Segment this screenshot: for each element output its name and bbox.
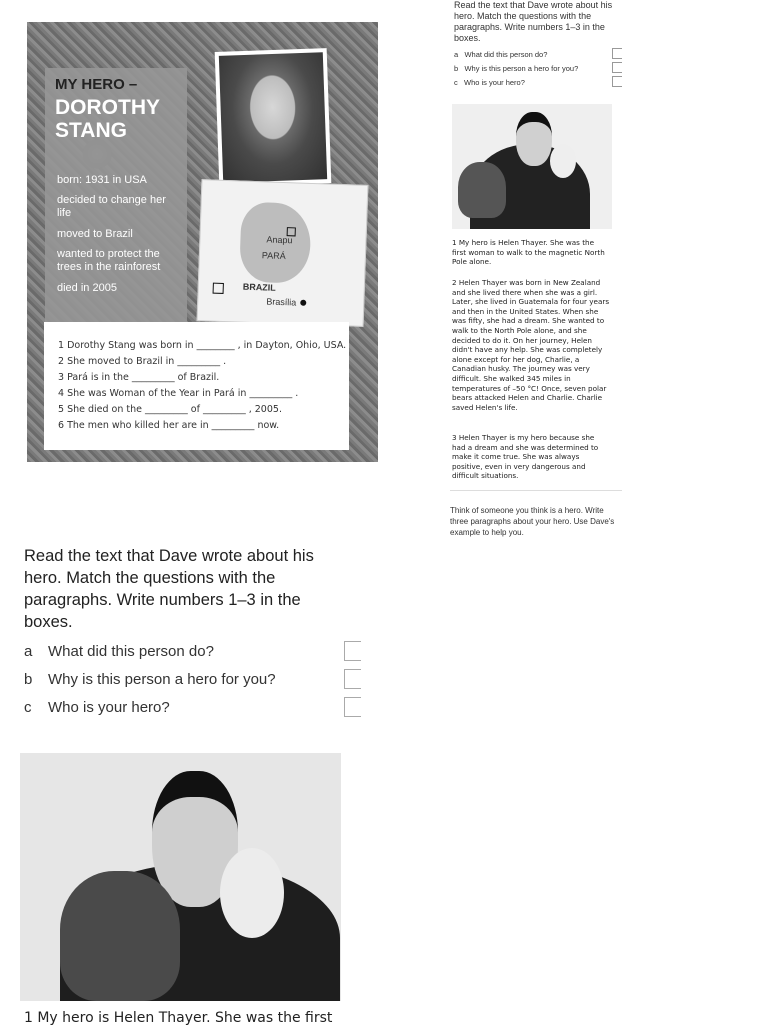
exercise-intro-large: Read the text that Dave wrote about his hero. Match the questions with the paragraphs. Write numbers 1–3 in the boxes.: [24, 547, 314, 631]
helen-thayer-photo-small: [452, 104, 612, 229]
map-label-brazil: BRAZIL: [242, 281, 276, 293]
question-letter: c: [24, 699, 32, 716]
face-shape: [516, 112, 552, 166]
divider: [450, 490, 622, 491]
poster-fact: died in 2005: [57, 282, 117, 294]
worksheet-question: 4 She was Woman of the Year in Pará in _________ .: [58, 388, 299, 399]
brazil-map: [197, 179, 369, 327]
answer-box-b-small[interactable]: [612, 62, 622, 73]
question-a-small: [454, 50, 614, 59]
worksheet-question: 6 The men who killed her are in _________ now.: [58, 420, 280, 431]
capital-dot-icon: [300, 300, 306, 306]
question-text: What did this person do?: [48, 643, 214, 660]
map-label-brasilia: Brasília: [266, 296, 297, 308]
dorothy-stang-poster: [27, 22, 378, 462]
question-c-large: [24, 699, 170, 716]
poster-fact: decided to change her life: [57, 194, 166, 219]
exercise-intro-small: Read the text that Dave wrote about his hero. Match the questions with the paragraphs. Write numbers 1–3 in the boxes.: [454, 0, 613, 43]
map-inset-icon: [213, 283, 224, 294]
question-letter: a: [454, 50, 459, 59]
worksheet-question: 5 She died on the _________ of _________ , 2005.: [58, 404, 282, 415]
map-label-anapu: Anapu: [266, 234, 293, 246]
poster-fact: wanted to protect the trees in the rainforest: [57, 248, 161, 273]
dog-shape: [458, 162, 506, 218]
answer-box-c-small[interactable]: [612, 76, 622, 87]
worksheet-question: 1 Dorothy Stang was born in ________ , in Dayton, Ohio, USA.: [58, 340, 347, 351]
question-c-small: [454, 78, 614, 87]
paragraph-1-large-cut: 1 My hero is Helen Thayer. She was the first: [24, 1010, 333, 1026]
answer-box-b-large[interactable]: [344, 669, 361, 689]
poster-heading-my-hero: MY HERO –: [55, 76, 138, 93]
question-b-large: [24, 671, 276, 688]
answer-box-a-large[interactable]: [344, 641, 361, 661]
dog-shape: [60, 871, 180, 1001]
map-label-para: PARÁ: [261, 250, 286, 262]
answer-box-c-large[interactable]: [344, 697, 361, 717]
poster-fact: moved to Brazil: [57, 228, 133, 240]
question-text: Who is your hero?: [464, 78, 525, 87]
paragraph-2-small: 2 Helen Thayer was born in New Zealand and she lived there when she was a girl. Later, she lived in Guatemala for four years and then in the United States. When she was fifty, she had a dream. She wanted to walk to the North Pole alone, and she decided to do it. On her journey, Helen didn't have any help. She was completely alone except for her dog, Charlie, a Canadian husky. The journey was very difficult. She walked 345 miles in temperatures of –50 °C! Once, seven polar bears attacked Helen and Charlie. Charlie saved Helen's life.: [452, 278, 610, 412]
worksheet-question: 2 She moved to Brazil in _________ .: [58, 356, 227, 367]
writing-task: Think of someone you think is a hero. Write three paragraphs about your hero. Use Dave's example to help you.: [450, 506, 615, 537]
question-letter: b: [454, 64, 459, 73]
question-letter: c: [454, 78, 458, 87]
helen-thayer-photo-large: [20, 753, 341, 1001]
question-letter: a: [24, 643, 33, 660]
worksheet-question: 3 Pará is in the _________ of Brazil.: [58, 372, 220, 383]
paragraph-3-small: 3 Helen Thayer is my hero because she had a dream and she was determined to make it come true. She was always positive, even in very dangerous and difficult situations.: [452, 433, 599, 481]
question-letter: b: [24, 671, 33, 688]
question-b-small: [454, 64, 614, 73]
fur-collar-shape: [220, 848, 284, 938]
question-text: Why is this person a hero for you?: [48, 671, 276, 688]
dorothy-stang-photo: [215, 48, 332, 187]
question-text: What did this person do?: [464, 50, 548, 59]
poster-fact: born: 1931 in USA: [57, 174, 147, 186]
paragraph-1-small: 1 My hero is Helen Thayer. She was the first woman to walk to the magnetic North Pole alone.: [452, 238, 605, 267]
question-text: Why is this person a hero for you?: [464, 64, 579, 73]
poster-heading-name: DOROTHY STANG: [55, 96, 160, 142]
fur-collar-shape: [550, 144, 576, 178]
answer-box-a-small[interactable]: [612, 48, 622, 59]
question-a-large: [24, 643, 214, 660]
question-text: Who is your hero?: [48, 699, 170, 716]
poster-worksheet: [44, 322, 349, 450]
